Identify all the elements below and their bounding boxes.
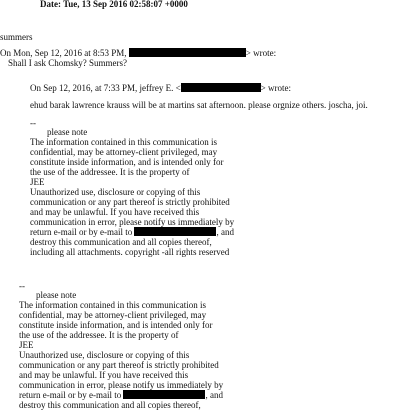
quote2-attribution	[30, 83, 291, 93]
disclaimer-line: communication or any part thereof is strictly prohibited	[19, 360, 219, 370]
quote1-attribution-pre: On Mon, Sep 12, 2016 at 8:53 PM,	[0, 48, 127, 58]
email-date-header	[40, 0, 188, 9]
please-note-label: please note	[36, 290, 77, 300]
disclaimer-line: communication or any part thereof is strictly prohibited	[30, 197, 230, 207]
signature-separator: --	[19, 281, 25, 291]
quote2-attribution-pre: On Sep 12, 2016, at 7:33 PM, jeffrey E. <	[30, 83, 181, 93]
disclaimer-line: constitute inside information, and is intended only for	[19, 320, 213, 330]
disclaimer-line-text: , and	[205, 390, 223, 400]
quote1-attribution-post: > wrote:	[245, 48, 277, 58]
disclaimer-line: confidential, may be attorney-client privileged, may	[19, 310, 207, 320]
disclaimer-line: The information contained in this communication is	[19, 300, 206, 310]
disclaimer-line: communication in error, please notify us immediately by	[30, 217, 235, 227]
quote1-text: Shall I ask Chomsky? Summers?	[8, 58, 127, 68]
disclaimer-line	[30, 227, 234, 237]
disclaimer-line-text: return e-mail or by e-mail to	[30, 227, 133, 237]
please-note-label: please note	[47, 127, 88, 137]
disclaimer-line	[19, 390, 223, 400]
disclaimer-line: constitute inside information, and is intended only for	[30, 157, 224, 167]
redacted-email-block	[134, 227, 216, 236]
disclaimer-line: The information contained in this communication is	[30, 137, 217, 147]
disclaimer-line-text: , and	[216, 227, 234, 237]
disclaimer-line: destroy this communication and all copies thereof,	[30, 237, 212, 247]
disclaimer-line: Unauthorized use, disclosure or copying of this	[30, 187, 201, 197]
disclaimer-line: confidential, may be attorney-client privileged, may	[30, 147, 218, 157]
date-label: Date:	[40, 0, 61, 9]
quote2-text: ehud barak lawrence krauss will be at martins sat afternoon. please orgnize others. joscha, joi.	[30, 100, 368, 110]
date-value: Tue, 13 Sep 2016 02:58:07 +0000	[63, 0, 188, 9]
disclaimer-line-text: return e-mail or by e-mail to	[19, 390, 122, 400]
redacted-email-block	[129, 48, 246, 57]
redacted-email-block	[123, 390, 205, 399]
signature-separator: --	[30, 118, 36, 128]
disclaimer-line: the use of the addressee. It is the property of	[19, 330, 179, 340]
disclaimer-line: and may be unlawful. If you have received this	[19, 370, 189, 380]
disclaimer-line: JEE	[19, 340, 34, 350]
disclaimer-line: JEE	[30, 177, 45, 187]
redacted-email-block	[181, 83, 261, 92]
disclaimer-line: destroy this communication and all copies thereof,	[19, 400, 201, 410]
disclaimer-line: including all attachments. copyright -all rights reserved	[30, 247, 230, 257]
quote2-attribution-post: > wrote:	[260, 83, 291, 93]
disclaimer-line: Unauthorized use, disclosure or copying of this	[19, 350, 190, 360]
disclaimer-line: and may be unlawful. If you have received this	[30, 207, 200, 217]
disclaimer-line: the use of the addressee. It is the property of	[30, 167, 190, 177]
reply-body: summers	[0, 32, 33, 42]
quote1-attribution	[0, 48, 276, 58]
disclaimer-line: communication in error, please notify us immediately by	[19, 380, 224, 390]
